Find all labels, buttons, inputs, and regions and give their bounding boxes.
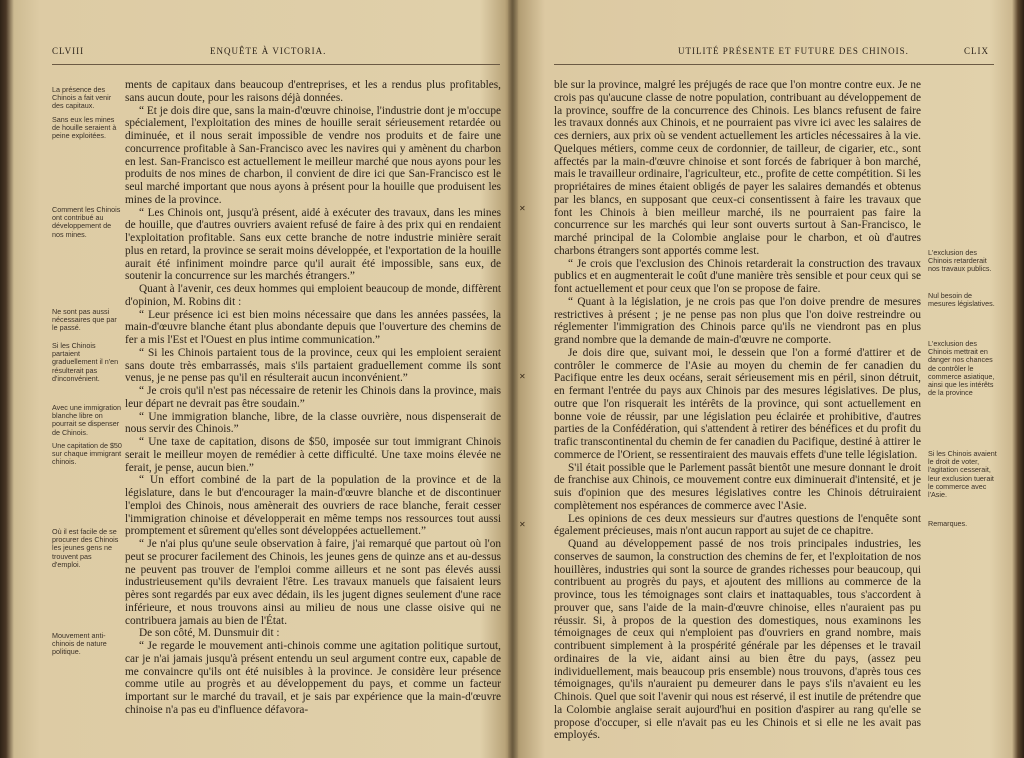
paragraph: ble sur la province, malgré les préjugés de race que l'on montre contre eux. Je ne crois pas qu'aucune classe de notre population, contribuant au développement de la province, souffre de la concurrence des Chinois. Les blancs refusent de faire les travaux donnés aux Chinois, et ne pourraient pas vivre ici avec les salaires de ces derniers, aux prix où se vendent actuellement les articles nécessaires à la vie. Quelques métiers, comme ceux de cordonnier, de tailleur, de cigarier, etc., sont affectés par la main-d'œuvre chinoise et sont forcés de fabriquer à bon marché, mais le travailleur ordinaire, l'agriculteur, etc., profite de cette compétition. Si les propriétaires de mines étaient obligés de payer les salaires demandés et obtenus par les blancs, en supposant que ceux-ci consentissent à faire les travaux que font les Chinois à bien meilleur marché, ils ne pourraient pas faire la concurrence sur les marchés qui leur sont ouverts surtout à San-Francisco, le marché principal de la Colombie anglaise pour le charbon, et où d'autres charbons étrangers sont apportés comme lest. [554,79,921,257]
paragraph: Quant à l'avenir, ces deux hommes qui emploient beaucoup de monde, diffèrent d'opinion, M. Robins dit : [125,283,501,308]
right-margin-note-3: L'exclusion des Chinois mettrait en danger nos chances de contrôler le commerce asiatique, ainsi que les intérêts de la province [928,339,995,398]
paragraph: S'il était possible que le Parlement passât bientôt une mesure donnant le droit de franchise aux Chinois, ce mouvement contre eux diminuerait d'intensité, et je suis d'opinion que des mesures législatives contre les Chinois détruiraient complètement nos espérances de commerce avec l'Asie. [554,461,921,512]
left-page-number: CLVIII [52,46,85,56]
right-header-rule [554,64,994,65]
paragraph: “ Quant à la législation, je ne crois pas que l'on doive prendre de mesures restrictives à présent ; je ne pense pas non plus que l'on doive restreindre ou réglementer l'immigration des Chinois parce qu'ils ne viendront pas en plus grand nombre que la demande de main-d'œuvre ne comporte. [554,295,921,346]
left-body-text [125,79,501,717]
paragraph: Quand au développement passé de nos trois principales industries, les conserves de saumon, la construction des chemins de fer, et l'exploitation de nos houillères, industries qui sont la source de grandes richesses pour beaucoup, qui contribuent au progrès du pays, et ajoutent des millions au commerce de la province, tous les témoignages sont clairs et inattaquables, tous s'accordent à prouver que, sans l'aide de la main-d'œuvre chinoise, elles n'auraient pas pu réussir. Si, à propos de la question des domestiques, nous examinons les témoignages de ceux qui n'emploient pas d'ouvriers en grand nombre, mais contribuent simplement à la prospérité générale par les dépenses et le travail ordinaires de la vie, aidant ainsi au bien être du pays, (assez peu individuellement, mais beaucoup pris ensemble) nous trouvons, d'après tous ces témoignages, qu'ils n'auraient pu demeurer dans le pays s'ils n'avaient eu les Chinois. Quel que soit l'avenir qui nous est réservé, il est inutile de prétendre que la Colombie anglaise serait aujourd'hui en position d'aspirer au rang qu'elle se propose d'occuper, si elle n'avait pas eu les Chinois et si elle ne les avait pas employés. [554,538,921,742]
paragraph: “ Je crois qu'il n'est pas nécessaire de retenir les Chinois dans la province, mais leur départ ne devrait pas être soudain.” [125,385,501,410]
paragraph: “ Je n'ai plus qu'une seule observation à faire, j'ai remarqué que partout où l'on peut se procurer facilement des Chinois, les jeunes gens de quinze ans et au-dessus ne peuvent pas trouver de l'emploi comme ailleurs et ne sont pas élevés aussi industrieusement qu'ils devraient l'être. Les travaux manuels que faisaient leurs pères sont regardés par eux avec dédain, ils les jugent dignes seulement d'une race inférieure, et nous trouvons ainsi au milieu de nous une classe oisive qui ne contribuera jamais au bien de l'État. [125,538,501,627]
paragraph: “ Un effort combiné de la part de la population de la province et de la législature, dans le but d'encourager la main-d'œuvre blanche et de discontinuer l'emploi des Chinois, nous amènerait des ouvriers de race blanche, ferait cesser l'immigration chinoise et développerait en même temps nos ressources tout aussi promptement et sûrement qu'elles sont développées actuellement.” [125,474,501,538]
right-body-text [554,79,921,742]
right-margin-note-2: Nul besoin de mesures législatives. [928,291,995,309]
left-header-rule [52,64,500,65]
left-margin-note-7: Une capitation de $50 sur chaque immigrant chinois. [52,441,122,467]
left-margin-note-1: La présence des Chinois a fait venir des capitaux. [52,85,112,111]
paragraph: “ Les Chinois ont, jusqu'à présent, aidé à exécuter des travaux, dans les mines de houille, que d'autres ouvriers avaient refusé de faire à des prix qui en rendaient l'exploitation profitable. Sans eux cette branche de notre industrie minière serait plus en retard, la province se serait moins développée, et l'exportation de la houille aurait été infiniment moindre parce qu'il aurait été impossible, sans eux, de soutenir la concurrence sur les marchés étrangers.” [125,206,501,283]
right-margin-note-4: Si les Chinois avaient le droit de voter, l'agitation cesserait, leur exclusion tuerait le commerce avec l'Asie. [928,449,997,500]
right-running-head: UTILITÉ PRÉSENTE ET FUTURE DES CHINOIS. [678,46,909,56]
binding-stitch: ✕ [519,372,526,381]
paragraph: “ Leur présence ici est bien moins nécessaire que dans les années passées, la main-d'œuvre blanche étant plus abondante depuis que l'ouverture des chemins de fer a mis l'Est et l'Ouest en plus intime communication.” [125,308,501,346]
binding-stitch: ✕ [519,204,526,213]
right-margin-note-5: Remarques. [928,519,968,528]
paragraph: Les opinions de ces deux messieurs sur d'autres questions de l'enquête sont également précieuses, mais n'ont aucun rapport au sujet de ce chapitre. [554,512,921,538]
left-running-head: ENQUÊTE À VICTORIA. [210,46,327,56]
left-margin-note-5: Si les Chinois partaient graduellement il n'en résulterait pas d'inconvénient. [52,341,119,383]
right-margin-note-1: L'exclusion des Chinois retarderait nos travaux publics. [928,248,992,274]
paragraph: “ Si les Chinois partaient tous de la province, ceux qui les emploient seraient sans doute très embarrassés, mais s'ils partaient graduellement comme ils sont venus, je ne pense pas qu'il en résulterait aucun inconvénient.” [125,346,501,385]
right-page [516,0,1010,758]
left-margin-note-8: Où il est facile de se procurer des Chinois les jeunes gens ne trouvent pas d'emploi. [52,527,119,569]
left-margin-note-9: Mouvement anti-chinois de nature politique. [52,631,107,657]
paragraph: “ Je regarde le mouvement anti-chinois comme une agitation politique surtout, car je n'ai jamais jusqu'à présent entendu un seul argument contre eux, capable de me convaincre qu'ils ont été nuisibles à la province. Je considère leur présence comme utile au progrès et au développement du pays, et comme un facteur important sur le marché du travail, et je sais par expérience que la main-d'œuvre chinoise n'a pas eu d'influence défavora- [125,640,501,716]
paragraph: Je dois dire que, suivant moi, le dessein que l'on a formé d'attirer et de contrôler le commerce de l'Asie au moyen du chemin de fer canadien du Pacifique entre les deux océans, serait sérieusement mis en péril, sinon détruit, en fermant l'entrée du pays aux Chinois par des mesures législatives. De plus, outre que l'on risquerait les intérêts de la province, qui sont actuellement en bonne voie de réussir, par une législation peu éclairée et prohibitive, d'autres parties de la Confédération, qui s'attendent à retirer des bénéfices et du profit du trafic transcontinental du chemin de fer canadien du Pacifique, destiné à attirer le commerce de l'Orient, se ressentiraient des mauvais effets d'une telle législation. [554,346,921,461]
left-margin-note-6: Avec une immigration blanche libre on pourrait se dispenser de Chinois. [52,403,121,437]
paragraph: De son côté, M. Dunsmuir dit : [139,627,280,640]
left-margin-note-4: Ne sont pas aussi nécessaires que par le passé. [52,307,117,333]
paragraph: “ Je crois que l'exclusion des Chinois retarderait la construction des travaux publics et en augmenterait le coût d'une manière très sensible et pour ceux qui se font actuellement et pour ceux que l'on se propose de faire. [554,257,921,295]
left-margin-note-2: Sans eux les mines de houille seraient à peine exploitées. [52,115,117,141]
paragraph: “ Une taxe de capitation, disons de $50, imposée sur tout immigrant Chinois serait le meilleur moyen de remédier à cette difficulté. Une taxe moins élevée ne ferait, je pense, aucun bien.” [125,436,501,474]
paragraph: “ Et je dois dire que, sans la main-d'œuvre chinoise, l'industrie dont je m'occupe spécialement, l'exploitation des mines de houille serait sérieusement retardée ou diminuée, et il nous serait impossible de vendre nos produits et de faire une concurrence profitable à San-Francisco avec les navires qui y amènent du charbon en lest. San-Francisco est actuellement le meilleur marché que nous ayons pour les produits de nos mines de charbon, il convient de dire ici que San-Francisco est le seul marché important que nous ayons à présent pour la houille que produisent les mines de la province. [125,104,501,206]
left-page [14,0,510,758]
binding-stitch: ✕ [519,520,526,529]
right-page-number: CLIX [964,46,989,56]
paragraph: “ Une immigration blanche, libre, de la classe ouvrière, nous dispenserait de nous servir des Chinois.” [125,410,501,436]
paragraph: ments de capitaux dans beaucoup d'entreprises, et les a rendus plus profitables, sans aucun doute, pour les raisons déjà données. [125,79,501,104]
left-margin-note-3: Comment les Chinois ont contribué au développement de nos mines. [52,205,121,239]
